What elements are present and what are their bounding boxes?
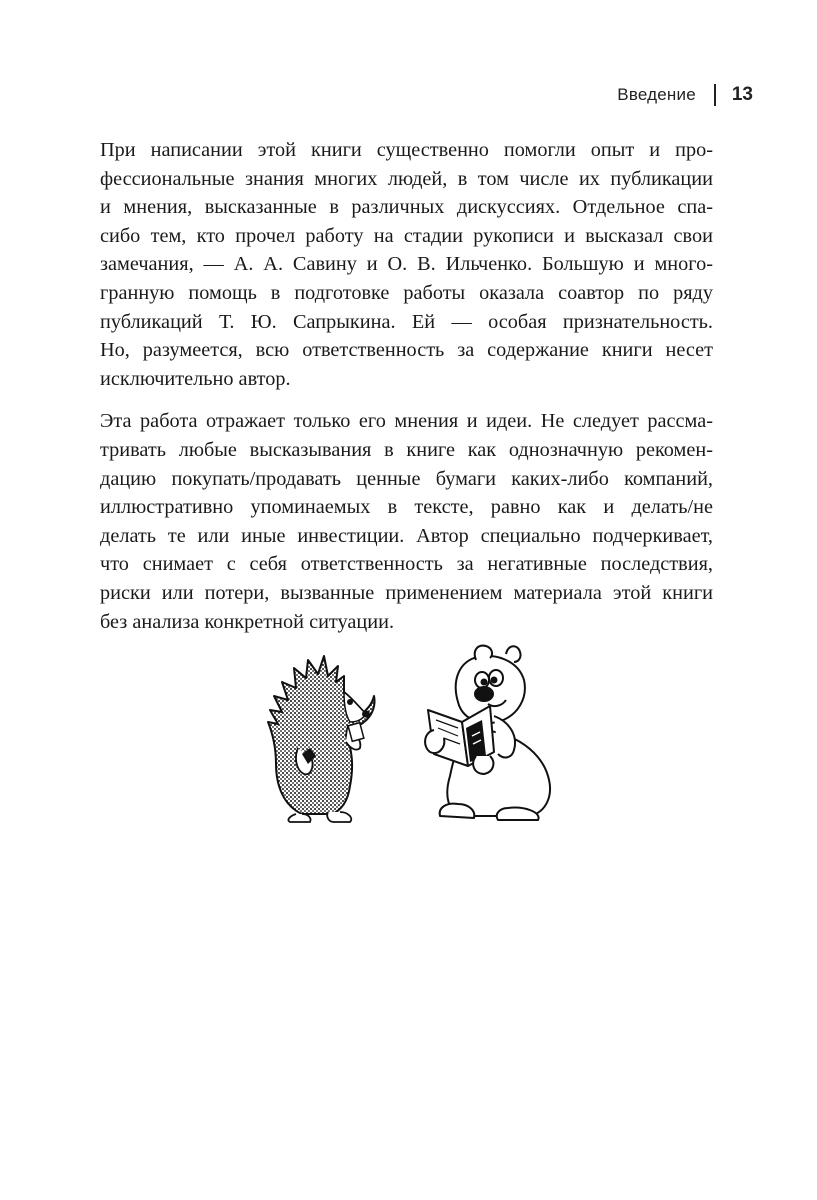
text-line: сибо тем, кто прочел работу на стадии рукописи и высказал свои — [100, 224, 713, 247]
text-line: гранную помощь в подготовке работы оказала соавтор по ряду — [100, 281, 713, 304]
text-line: дацию покупать/продавать ценные бумаги каких-либо компаний, — [100, 467, 713, 490]
header-divider — [714, 84, 716, 106]
text-line: риски или потери, вызванные применением материала этой книги — [100, 581, 713, 604]
text-line: фессиональные знания многих людей, в том числе их публикации — [100, 167, 713, 190]
hedgehog-and-bear-illustration — [262, 636, 562, 828]
text-line: публикаций Т. Ю. Сапрыкина. Ей — особая признательность. — [100, 310, 713, 333]
text-line: тривать любые высказывания в книге как однозначную рекомен- — [100, 438, 713, 461]
body-text — [100, 136, 713, 650]
text-line: делать те или иные инвестиции. Автор специально подчеркивает, — [100, 524, 713, 547]
bear-figure — [425, 646, 550, 820]
text-line: Эта работа отражает только его мнения и идеи. Не следует рассма- — [100, 410, 713, 433]
section-title: Введение — [617, 85, 696, 104]
text-line: без анализа конкретной ситуации. — [100, 610, 395, 633]
paragraph-disclaimer — [100, 407, 713, 636]
text-line: Но, разумеется, всю ответственность за содержание книги несет — [100, 339, 713, 362]
paragraph-acknowledgements — [100, 136, 713, 393]
text-line: исключительно автор. — [100, 367, 291, 390]
text-line: замечания, — А. А. Савину и О. В. Ильченко. Большую и много- — [100, 253, 713, 276]
text-line: что снимает с себя ответственность за негативные последствия, — [100, 553, 713, 576]
hedgehog-figure — [268, 656, 375, 822]
text-line: При написании этой книги существенно помогли опыт и про- — [100, 139, 713, 161]
text-line: и мнения, высказанные в различных дискуссиях. Отдельное спа- — [100, 196, 713, 219]
running-head — [617, 84, 753, 106]
text-line: иллюстративно упоминаемых в тексте, равно как и делать/не — [100, 496, 713, 519]
page-number: 13 — [731, 84, 753, 105]
